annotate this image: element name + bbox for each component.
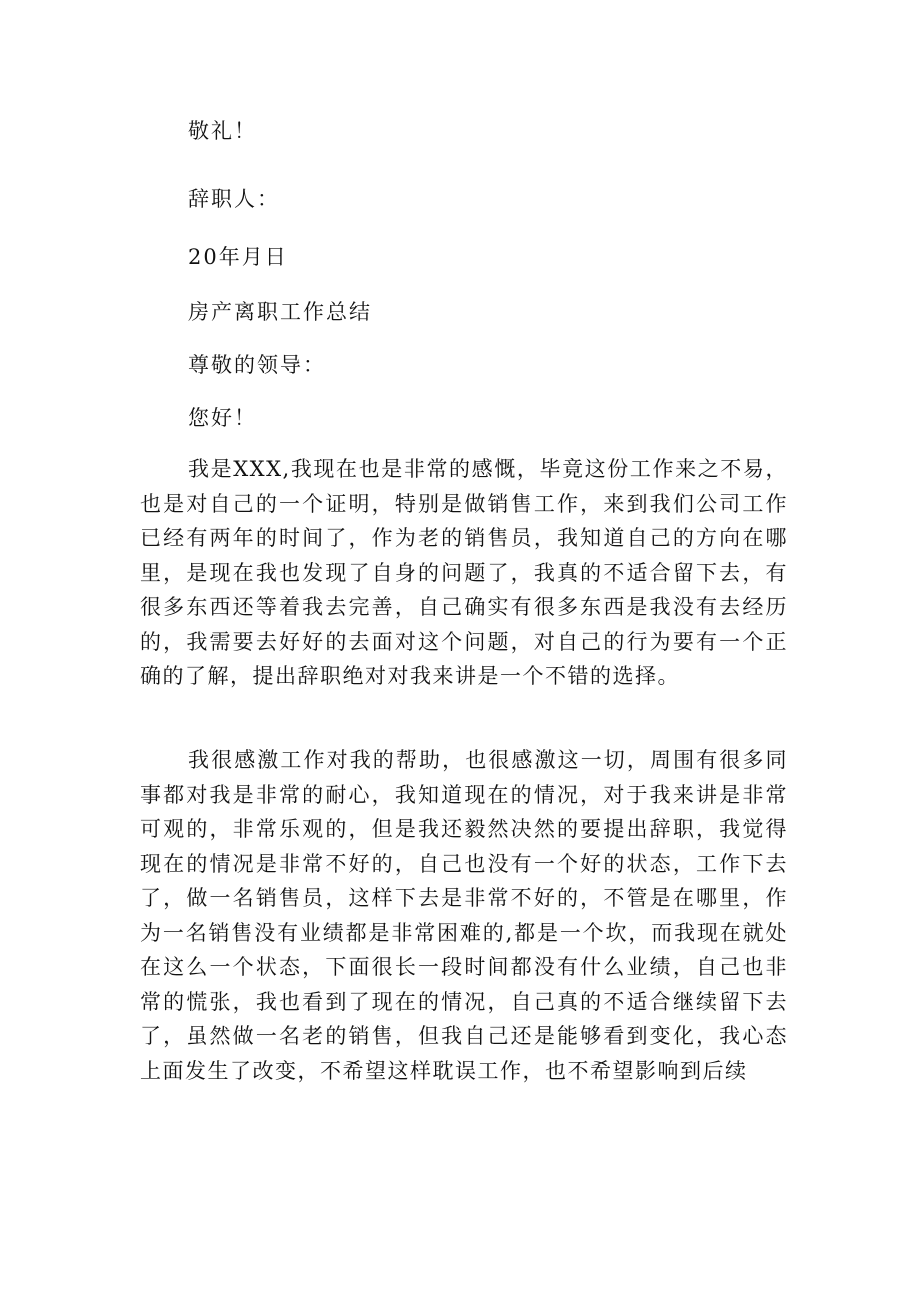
greeting: 您好！ xyxy=(188,406,257,430)
signature-label: 辞职人： xyxy=(188,187,280,211)
date-line: 20年月日 xyxy=(188,245,288,269)
closing-line: 敬礼！ xyxy=(188,119,257,143)
body-paragraph: 我是XXX,我现在也是非常的感慨，毕竟这份工作来之不易，也是对自己的一个证明，特别是做销售工作，来到我们公司工作已经有两年的时间了，作为老的销售员，我知道自己的方向在哪里，是现在我也发现了自身的问题了，我真的不适合留下去，有很多东西还等着我去完善，自己确实有很多东西是我没有去经历的，我需要去好好的去面对这个问题，对自己的行为要有一个正确的了解，提出辞职绝对对我来讲是一个不错的选择。 xyxy=(140,457,788,688)
section-title: 房产离职工作总结 xyxy=(188,300,372,324)
salutation: 尊敬的领导： xyxy=(188,353,326,377)
body-paragraph: 我很感激工作对我的帮助，也很感激这一切，周围有很多同事都对我是非常的耐心，我知道现在的情况，对于我来讲是非常可观的，非常乐观的，但是我还毅然决然的要提出辞职，我觉得现在的情况是非常不好的，自己也没有一个好的状态，工作下去了，做一名销售员，这样下去是非常不好的，不管是在哪里，作为一名销售没有业绩都是非常困难的,都是一个坎，而我现在就处在这么一个状态，下面很长一段时间都没有什么业绩，自己也非常的慌张，我也看到了现在的情况，自己真的不适合继续留下去了，虽然做一名老的销售，但我自己还是能够看到变化，我心态上面发生了改变，不希望这样耽误工作，也不希望影响到后续 xyxy=(140,748,788,1083)
